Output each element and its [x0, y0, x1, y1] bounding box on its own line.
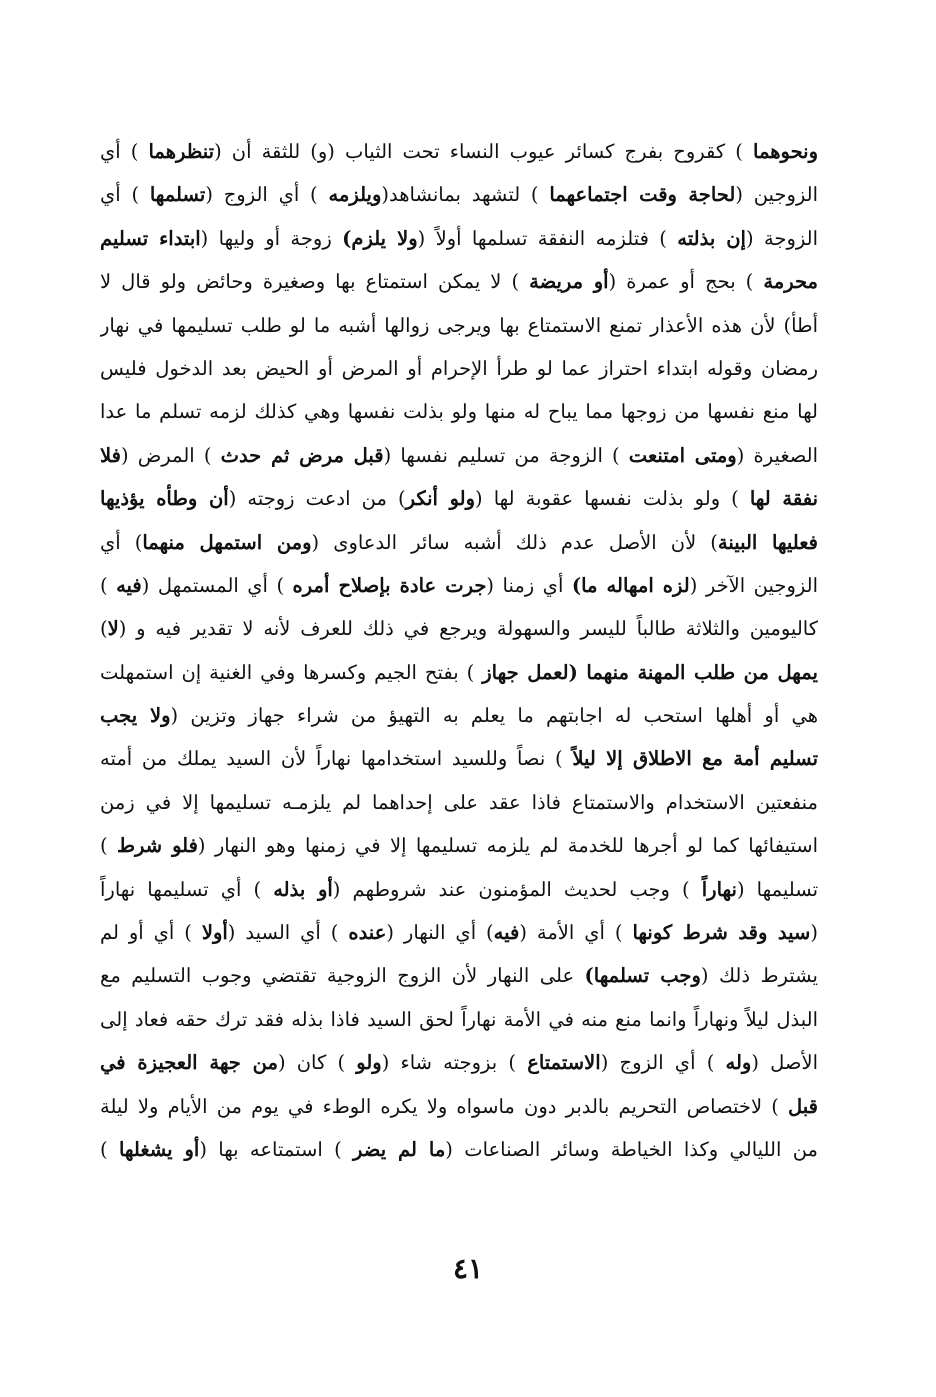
matn-text: لا — [107, 617, 119, 641]
sharh-text: منفعتين الاستخدام والاستمتاع فاذا عقد على إحداهما لم يلزمـه تسليمها إلا في زمن — [100, 790, 818, 814]
sharh-text: ) لا يمكن استمتاع بها وصغيرة وحائض ولو قال لا — [100, 270, 530, 294]
sharh-text: ) أي السيد ( — [227, 921, 349, 945]
matn-text: جرت عادة بإصلاح أمره — [292, 573, 487, 597]
matn-text: فلو شرط — [116, 834, 198, 858]
sharh-text: ) أي — [100, 183, 150, 207]
matn-text: قبل — [788, 1094, 818, 1118]
sharh-text: ) استمتاعه بها ( — [199, 1137, 354, 1161]
matn-text: فعليها البينة — [717, 530, 818, 554]
sharh-text: يشترط ذلك ( — [700, 964, 818, 988]
sharh-text: ) نصاً وللسيد استخدامها نهاراً لأن السيد يملك من أمته — [100, 747, 573, 771]
sharh-text: ) أي المستمهل ( — [141, 573, 293, 597]
text-line — [100, 130, 818, 173]
text-line — [100, 1041, 818, 1084]
sharh-text: ) المرض ( — [120, 443, 221, 467]
text-line — [100, 1128, 818, 1171]
sharh-text: ) — [100, 1137, 119, 1161]
text-line — [100, 173, 818, 216]
sharh-text: ) — [100, 573, 117, 597]
matn-text: وجب تسلمها) — [584, 964, 701, 988]
text-line — [100, 911, 818, 954]
sharh-text: على النهار لأن الزوج الزوجية تقتضي وجوب التسليم مع — [100, 964, 585, 988]
matn-text: فيه — [493, 921, 520, 945]
sharh-text: ) أي تسليمها نهاراً — [100, 877, 274, 901]
matn-text: ومن استمهل منهما — [142, 530, 312, 554]
sharh-text: ) ولو بذلت نفسها عقوبة لها ( — [475, 487, 750, 511]
page-number: ٤١ — [452, 1252, 484, 1285]
matn-text: أو يشغلها — [118, 1137, 200, 1161]
sharh-text: ) لأن الأصل عدم ذلك أشبه سائر الدعاوى ( — [311, 530, 718, 554]
sharh-text: ) بحج أو عمرة ( — [608, 270, 764, 294]
matn-text: أولا — [201, 921, 228, 945]
matn-text: يمهل من طلب المهنة منهما ( — [568, 660, 818, 684]
text-line — [100, 954, 818, 997]
sharh-text: الزوجة ( — [745, 226, 818, 250]
matn-text: تسلمها — [149, 183, 206, 207]
sharh-text: الأصل ( — [751, 1051, 818, 1075]
matn-text: محرمة — [763, 270, 818, 294]
sharh-text: من الليالي وكذا الخياطة وسائر الصناعات ( — [445, 1137, 818, 1161]
matn-text: ونحوهما — [753, 140, 818, 163]
matn-text: ابتداء تسليم — [100, 226, 201, 250]
sharh-text: ) أي النهار ( — [386, 921, 494, 945]
sharh-text: الزوجين الآخر ( — [689, 573, 818, 597]
sharh-text: كاليومين والثلاثة طالباً لليسر والسهولة ويرجع في ذلك للعرف لأنه لا تقدير فيه و ( — [118, 617, 818, 641]
matn-text: لحاجة وقت اجتماعهما — [549, 183, 736, 207]
matn-text: ومتى امتنعت — [628, 443, 737, 467]
text-line — [100, 564, 818, 607]
sharh-text: ) فتلزمه النفقة تسلمها أولاً ( — [417, 226, 678, 250]
sharh-text: ) أي الأمة ( — [519, 921, 633, 945]
text-line — [100, 651, 818, 694]
sharh-text: ) الزوجة من تسليم نفسها ( — [383, 443, 629, 467]
sharh-text: ) أي — [100, 530, 143, 554]
text-line — [100, 737, 818, 780]
sharh-text: ) — [100, 617, 108, 641]
matn-text: لزه امهاله ما) — [571, 573, 690, 597]
sharh-text: الزوجين ( — [735, 183, 818, 207]
text-line — [100, 390, 818, 433]
text-line — [100, 1085, 818, 1128]
text-line — [100, 694, 818, 737]
sharh-text: ) كقروح بفرج كسائر عيوب النساء تحت الثياب (و) للثقة أن ( — [214, 140, 753, 163]
text-line — [100, 824, 818, 867]
sharh-text: زوجة أو وليها ( — [200, 226, 343, 250]
text-line — [100, 477, 818, 520]
sharh-text: أي زمنا ( — [486, 573, 572, 597]
text-line — [100, 868, 818, 911]
sharh-text: ) وجب لحديث المؤمنون عند شروطهم ( — [332, 877, 702, 901]
matn-text: ما لم يضر — [353, 1137, 446, 1161]
matn-text: إن بذلته — [677, 226, 746, 250]
sharh-text: هي أو أهلها استحب له اجابتهم ما يعلم به التهيؤ من شراء جهاز وتزين ( — [170, 704, 818, 728]
text-line — [100, 781, 818, 824]
sharh-text: ) أي — [100, 140, 149, 163]
sharh-text: ) من ادعت زوجته ( — [228, 487, 406, 511]
sharh-text: ) أي الزوج ( — [600, 1051, 726, 1075]
sharh-text: ( — [810, 921, 818, 945]
text-line — [100, 304, 818, 347]
sharh-text: ) بفتح الجيم وكسرها وفي الغنية إن استمهلت — [100, 660, 483, 684]
sharh-text: الصغيرة ( — [736, 443, 818, 467]
matn-text: نفقة لها — [749, 487, 818, 511]
sharh-text: لها منع نفسها من زوجها مما يباح له منها ولو بذلت نفسها وهي كذلك لزمه تسلم ما عدا — [100, 400, 818, 424]
matn-text: وله — [725, 1051, 752, 1075]
matn-text: فيه — [116, 573, 142, 597]
text-line — [100, 347, 818, 390]
sharh-text: ) — [100, 834, 117, 858]
matn-text: أو مريضة — [529, 270, 609, 294]
sharh-text: تسليمها ( — [736, 877, 818, 901]
text-line — [100, 434, 818, 477]
sharh-text: ) كان ( — [277, 1051, 357, 1075]
matn-text: لعمل جهاز — [482, 660, 569, 684]
matn-text: تسليم أمة مع الاطلاق إلا ليلاً — [572, 747, 818, 771]
matn-text: أن وطأه يؤذيها — [100, 487, 229, 511]
matn-text: فلا — [100, 443, 121, 467]
matn-text: ولو — [356, 1051, 382, 1075]
text-line — [100, 607, 818, 650]
sharh-text: رمضان وقوله ابتداء احتراز عما لو طرأ الإحرام أو المرض أو الحيض بعد الدخول فليس — [100, 356, 818, 380]
matn-text: ولا يلزم) — [342, 226, 418, 250]
sharh-text: ) بزوجته شاء ( — [381, 1051, 528, 1075]
sharh-text: أطأ) لأن هذه الأعذار تمنع الاستمتاع بها ويرجى زوالها أشبه ما لو طلب تسليمها في نهار — [100, 313, 818, 337]
matn-text: ولا يجب — [100, 704, 171, 728]
sharh-text: ) لتشهد بمانشاهد( — [381, 183, 550, 207]
matn-text: عنده — [348, 921, 387, 945]
matn-text: نهاراً — [701, 877, 737, 901]
sharh-text: ) لاختصاص التحريم بالدبر دون ماسواه ولا يكره الوطء في يوم من الأيام ولا ليلة — [100, 1094, 789, 1118]
matn-text: قبل مرض ثم حدث — [220, 443, 384, 467]
sharh-text: البذل ليلاً ونهاراً وانما منع منه في الأمة نهاراً لحق السيد فاذا بذله فقد ترك حقه فعاد إلى — [100, 1007, 818, 1031]
text-line — [100, 998, 818, 1041]
sharh-text: استيفائها كما لو أجرها للخدمة لم يلزمه تسليمها إلا في زمنها وهو النهار ( — [197, 834, 818, 858]
sharh-text: ) أي الزوج ( — [205, 183, 329, 207]
matn-text: سيد وقد شرط كونها — [632, 921, 811, 945]
text-line — [100, 260, 818, 303]
sharh-text: ) أي أو لم — [100, 921, 202, 945]
matn-text: من جهة العجيزة في — [100, 1051, 278, 1075]
text-line — [100, 217, 818, 260]
text-line — [100, 521, 818, 564]
matn-text: ولو أنكر — [405, 487, 476, 511]
matn-text: تنظرهما — [148, 140, 215, 163]
matn-text: ويلزمه — [328, 183, 382, 207]
matn-text: الاستمتاع — [527, 1051, 601, 1075]
matn-text: أو بذله — [273, 877, 333, 901]
body-text — [100, 130, 818, 1171]
